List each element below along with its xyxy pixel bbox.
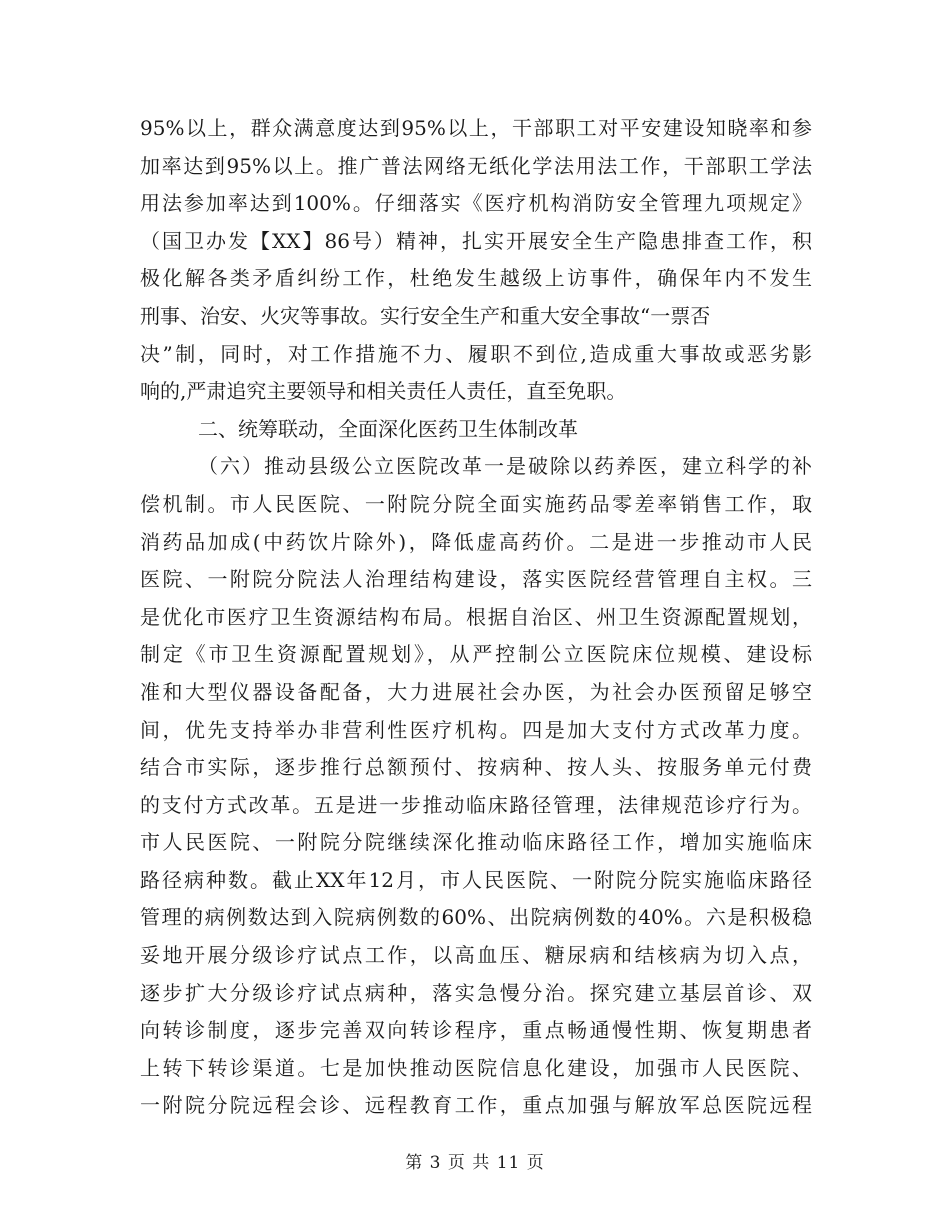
text-line: 加率达到95%以上。推广普法网络无纸化学法用法工作，干部职工学法 xyxy=(140,153,812,178)
text-line: 医院、一附院分院法人治理结构建设，落实医院经营管理自主权。三 xyxy=(140,567,812,592)
text-line: 路径病种数。截止XX年12月，市人民医院、一附院分院实施临床路径 xyxy=(140,867,812,892)
text-line: 是优化市医疗卫生资源结构布局。根据自治区、州卫生资源配置规划， xyxy=(140,604,812,629)
body-text xyxy=(140,110,812,1125)
text-line: 95%以上，群众满意度达到95%以上，干部职工对平安建设知晓率和参 xyxy=(140,116,812,140)
text-line: 决”制，同时，对工作措施不力、履职不到位,造成重大事故或恶劣影 xyxy=(140,341,812,366)
text-line: （国卫办发【XX】86号）精神，扎实开展安全生产隐患排查工作，积 xyxy=(140,228,812,253)
text-line: 逐步扩大分级诊疗试点病种，落实急慢分治。探究建立基层首诊、双 xyxy=(140,980,812,1005)
text-line: 一附院分院远程会诊、远程教育工作，重点加强与解放军总医院远程 xyxy=(140,1093,812,1118)
text-line: 偿机制。市人民医院、一附院分院全面实施药品零差率销售工作，取 xyxy=(140,491,812,516)
page-footer: 第 3 页 共 11 页 xyxy=(405,1153,545,1173)
text-line: 二、统筹联动，全面深化医药卫生体制改革 xyxy=(198,416,578,441)
text-line: （六）推动县级公立医院改革一是破除以药养医，建立科学的补 xyxy=(198,454,812,479)
text-line: 制定《市卫生资源配置规划》，从严控制公立医院床位规模、建设标 xyxy=(140,642,812,667)
text-line: 的支付方式改革。五是进一步推动临床路径管理，法律规范诊疗行为。 xyxy=(140,792,812,817)
text-line: 响的,严肃追究主要领导和相关责任人责任，直至免职。 xyxy=(140,379,627,404)
text-line: 准和大型仪器设备配备，大力进展社会办医，为社会办医预留足够空 xyxy=(140,679,812,704)
text-line: 结合市实际，逐步推行总额预付、按病种、按人头、按服务单元付费 xyxy=(140,755,812,780)
text-line: 上转下转诊渠道。七是加快推动医院信息化建设，加强市人民医院、 xyxy=(140,1055,812,1080)
text-line: 消药品加成(中药饮片除外)，降低虚高药价。二是进一步推动市人民 xyxy=(140,529,812,554)
text-line: 向转诊制度，逐步完善双向转诊程序，重点畅通慢性期、恢复期患者 xyxy=(140,1018,812,1043)
text-line: 刑事、治安、火灾等事故。实行安全生产和重大安全事故“一票否 xyxy=(140,303,711,328)
text-line: 市人民医院、一附院分院继续深化推动临床路径工作，增加实施临床 xyxy=(140,830,812,855)
text-line: 妥地开展分级诊疗试点工作，以高血压、糖尿病和结核病为切入点， xyxy=(140,943,812,968)
text-line: 间，优先支持举办非营利性医疗机构。四是加大支付方式改革力度。 xyxy=(140,717,812,742)
text-line: 管理的病例数达到入院病例数的60%、出院病例数的40%。六是积极稳 xyxy=(140,905,812,930)
text-line: 用法参加率达到100%。仔细落实《医疗机构消防安全管理九项规定》 xyxy=(140,191,812,216)
text-line: 极化解各类矛盾纠纷工作，杜绝发生越级上访事件，确保年内不发生 xyxy=(140,266,812,291)
